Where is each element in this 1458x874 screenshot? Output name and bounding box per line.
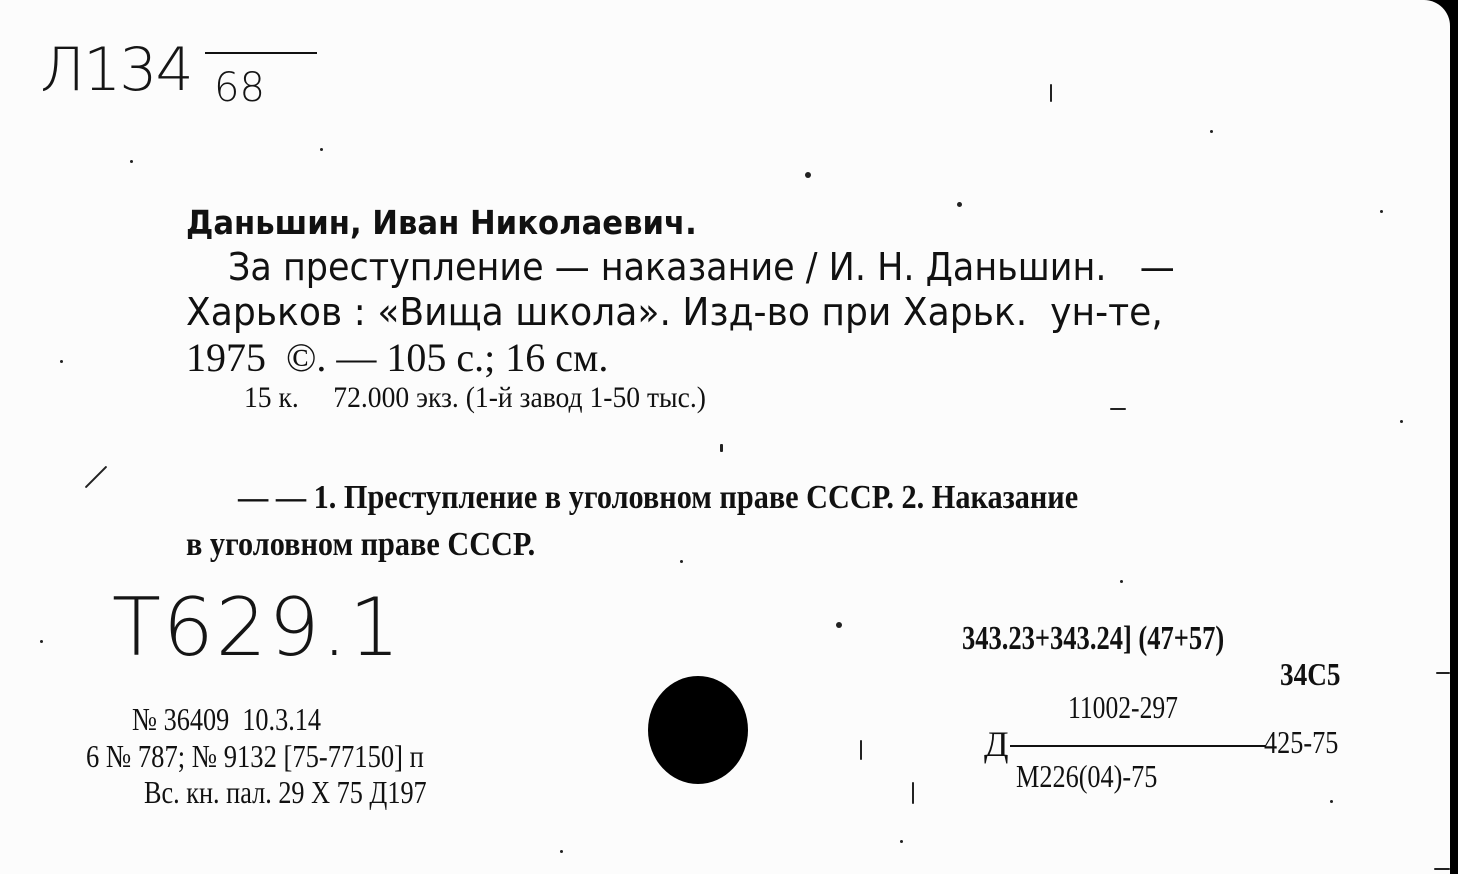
shelf-mark-denominator: 68 <box>214 65 265 111</box>
code-denominator: М226(04)-75 <box>1016 758 1158 794</box>
bbk-index: 34С5 <box>1280 656 1341 692</box>
scan-speck <box>912 782 914 804</box>
scan-speck <box>1330 800 1333 803</box>
scan-speck <box>1436 672 1450 674</box>
code-fraction-line <box>1010 745 1266 747</box>
scan-speck <box>60 360 63 363</box>
scan-speck <box>560 850 563 853</box>
scan-speck <box>130 160 133 163</box>
subjects-line-2: в уголовном праве СССР. <box>186 526 536 563</box>
code-numerator: 11002-297 <box>1068 689 1178 725</box>
scan-speck <box>957 202 962 207</box>
scan-speck <box>1110 408 1126 410</box>
scan-speck <box>1210 130 1213 133</box>
classification-handwritten: Т629.1 <box>112 581 402 674</box>
scan-speck <box>40 640 43 643</box>
price-run-line: 15 к. 72.000 экз. (1-й завод 1-50 тыс.) <box>244 381 706 414</box>
punch-hole <box>648 676 748 784</box>
scan-speck <box>900 840 903 843</box>
scan-speck <box>320 148 323 151</box>
scan-speck <box>836 622 842 628</box>
author-heading: Даньшин, Иван Николаевич. <box>186 203 697 242</box>
year-line: 1975 ©. — 105 с.; 16 см. <box>186 335 609 380</box>
imprint-line: Харьков : «Вища школа». Изд-во при Харьк. ун-те, <box>186 290 1163 334</box>
subjects-line-1: — — 1. Преступление в уголовном праве СССР. 2. Наказание <box>238 479 1079 516</box>
scan-speck <box>860 740 862 760</box>
code-prefix: Д <box>984 724 1009 764</box>
scan-speck <box>1380 210 1383 213</box>
shelf-mark-fraction-line <box>205 52 317 54</box>
title-line: За преступление — наказание / И. Н. Даньшин. — <box>228 245 1175 289</box>
code-suffix: 425-75 <box>1264 724 1339 760</box>
scan-speck <box>1050 84 1052 102</box>
print-line-2: 6 № 787; № 9132 [75-77150] п <box>86 738 424 774</box>
scan-speck <box>805 172 811 178</box>
shelf-mark: Л134 <box>40 35 192 105</box>
print-line-1: № 36409 10.3.14 <box>132 701 322 737</box>
udc-index: 343.23+343.24] (47+57) <box>962 620 1225 657</box>
scan-speck <box>1400 420 1403 423</box>
scan-speck <box>1434 868 1450 870</box>
scan-speck <box>1120 580 1123 583</box>
scan-speck <box>85 466 108 489</box>
print-line-3: Вс. кн. пал. 29 Х 75 Д197 <box>144 774 427 810</box>
scan-speck <box>680 560 683 563</box>
scan-speck <box>720 444 723 452</box>
